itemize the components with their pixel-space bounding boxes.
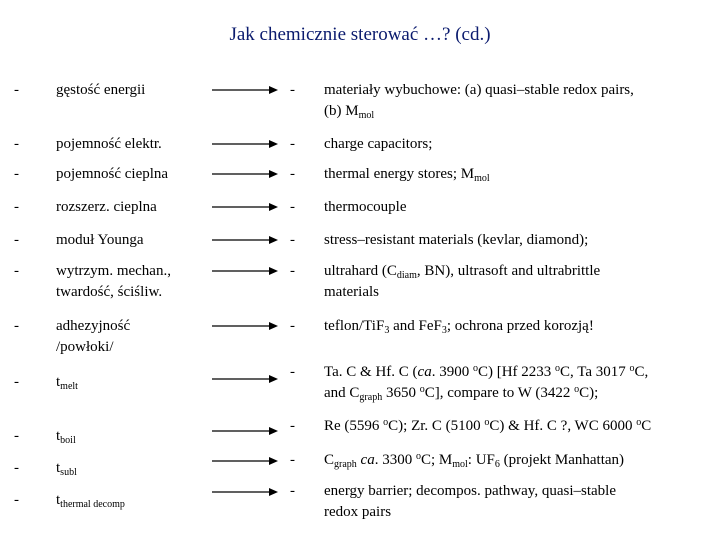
application-text: thermal energy stores; $M_{mol}$ <box>324 166 490 184</box>
property-label: rozszerz. cieplna <box>56 199 157 215</box>
bullet-dash: - <box>14 82 19 98</box>
bullet-dash: - <box>14 263 19 279</box>
application-text: charge capacitors; <box>324 136 433 152</box>
bullet-dash: - <box>290 136 295 152</box>
property-label: moduł Younga <box>56 232 144 248</box>
bullet-dash: - <box>14 460 19 476</box>
bullet-dash: - <box>290 483 295 499</box>
bullet-dash: - <box>290 232 295 248</box>
bullet-dash: - <box>14 428 19 444</box>
right-arrow-icon <box>212 201 278 213</box>
application-text: teflon/TiF$_3$ and FeF$_3$; ochrona przed korozją! <box>324 318 594 336</box>
bullet-dash: - <box>14 374 19 390</box>
property-label: gęstość energii <box>56 82 146 98</box>
application-text: Re (5596 $^o$C); Zr. C (5100 $^o$C) & Hf. C ?, WC 6000 $^o$C <box>324 417 652 434</box>
bullet-dash: - <box>14 492 19 508</box>
right-arrow-icon <box>212 320 278 332</box>
bullet-dash: - <box>14 136 19 152</box>
bullet-dash: - <box>290 263 295 279</box>
bullet-dash: - <box>290 199 295 215</box>
application-text: materiały wybuchowe: (a) quasi–stable redox pairs, (b) $M_{mol}$ <box>324 82 634 121</box>
right-arrow-icon <box>212 138 278 150</box>
application-text: energy barrier; decompos. pathway, quasi–stable redox pairs <box>324 483 616 520</box>
property-label: pojemność cieplna <box>56 166 169 182</box>
right-arrow-icon <box>212 265 278 277</box>
right-arrow-icon <box>212 425 278 437</box>
bullet-dash: - <box>290 452 295 468</box>
property-label: pojemność elektr. <box>56 136 162 152</box>
right-arrow-icon <box>212 168 278 180</box>
application-text: ultrahard ($C_{diam}$, BN), ultrasoft and ultrabrittle materials <box>324 263 601 300</box>
application-text: Ta. C & Hf. C (ca. 3900 $^o$C) [Hf 2233 $^o$C, Ta 3017 $^o$C, and $C_{graph}$ 3650 $^o$C], compare to W (3422 $^o$C); <box>324 363 649 403</box>
right-arrow-icon <box>212 486 278 498</box>
bullet-dash: - <box>290 318 295 334</box>
property-label: $t_{thermal decomp}$ <box>56 492 125 510</box>
bullet-dash: - <box>290 166 295 182</box>
bullet-dash: - <box>290 364 295 380</box>
property-label: wytrzym. mechan., twardość, ściśliw. <box>56 263 171 300</box>
bullet-dash: - <box>14 318 19 334</box>
right-arrow-icon <box>212 373 278 385</box>
bullet-dash: - <box>290 82 295 98</box>
bullet-dash: - <box>14 166 19 182</box>
right-arrow-icon <box>212 234 278 246</box>
bullet-dash: - <box>14 199 19 215</box>
bullet-dash: - <box>290 418 295 434</box>
application-text: thermocouple <box>324 199 407 215</box>
bullet-dash: - <box>14 232 19 248</box>
property-label: $t_{melt}$ <box>56 374 78 392</box>
application-text: $C_{graph}$ ca. 3300 $^o$C; $M_{mol}$: $UF_6$ (projekt Manhattan) <box>324 451 625 470</box>
right-arrow-icon <box>212 84 278 96</box>
slide-title: Jak chemicznie sterować …? (cd.) <box>229 24 491 45</box>
application-text: stress–resistant materials (kevlar, diamond); <box>324 232 589 248</box>
property-label: $t_{subl}$ <box>56 460 77 478</box>
property-label: adhezyjność /powłoki/ <box>56 318 131 355</box>
property-label: $t_{boil}$ <box>56 428 76 446</box>
right-arrow-icon <box>212 455 278 467</box>
